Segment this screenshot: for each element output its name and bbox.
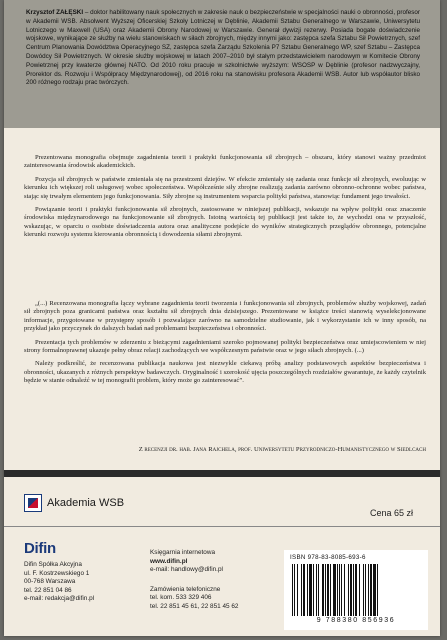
book-back-cover (4, 0, 440, 636)
address-line: e-mail: redakcja@difin.pl (24, 595, 95, 603)
publisher-address (24, 561, 94, 604)
shop-email: e-mail: handlowy@difin.pl (150, 566, 223, 574)
author-bio-text: – doktor habilitowany nauk społecznych w zakresie nauk o bezpieczeństwie w specjalności nauki o obronności, profesor w Akademii WSB. Absolwent Wyższej Oficerskiej Szkoły Lotniczej w Dęblinie, Akademii Sztabu Generalnego w Warszawie, Uniwersytetu Lotniczego w Maxwell (USA) oraz Akademii Obrony Narodowej w Warszawie. Generał dywizji rezerwy. Posiada bogate doświadczenie wojskowe, wynikające ze służby na wielu stanowiskach w siłach zbrojnych, między innymi jako: zastępca szefa Sztabu Sił Powietrznych, szef Centrum Planowania Dowództwa Operacyjnego SZ, zastępca szefa Zarządu Szkolenia P7 Sztabu Generalnego WP, szef Sztabu – Zastępca Dowódcy Sił Powietrznych. W okresie służby wojskowej w latach 2007–2010 był stałym przedstawicielem narodowym w Komitecie Obrony Powietrznej przy kwaterze głównej NATO. Od 2010 roku pracuje w szkolnictwie wyższym: WSOSP w Dęblinie (profesor nadzwyczajny, Prorektor ds. Rozwoju i Współpracy Międzynarodowej), od 2016 roku na stanowisku profesora Akademii WSB. Autor lub współautor blisko 200 różnego rodzaju prac twórczych. (26, 9, 421, 87)
review-excerpt (24, 300, 426, 391)
phone-mobile: tel. kom. 533 329 406 (150, 594, 212, 602)
book-description (24, 154, 426, 245)
address-line: tel. 22 851 04 86 (24, 586, 72, 594)
address-line: 00-768 Warszawa (24, 578, 76, 586)
price-label: Cena 65 zł (370, 508, 414, 518)
review-paragraph: „(...) Recenzowana monografia łączy wybrane zagadnienia teorii tworzenia i funkcjonowania sił zbrojnych, problemów służby wojskowej, zadań sił zbrojnych poza granicami państwa oraz kształtu sił zbrojnych dnia dzisiejszego. Prezentowane w książce treści stanowią wyselekcjonowane informacje, przygotowane w przystępny sposób i pozwalające zarówno na samodzielne studiowanie, jak i wykorzystanie ich w inny sposób, na przykład jako przyczynek do dalszych badań nad problemami bezpieczeństwa i obronności. (24, 300, 426, 333)
description-paragraph: Prezentowana monografia obejmuje zagadnienia teorii i praktyki funkcjonowania sił zbrojnych – obszaru, który stanowi ważny przedmiot zainteresowania środowisk akademickich. (24, 154, 426, 170)
publisher-contact (150, 549, 238, 612)
shop-website: www.difin.pl (150, 557, 188, 565)
reviewer-attribution: Z recenzji dr. hab. Jana Rajchela, prof. Uniwersytetu Przyrodniczo-Humanistycznego w Siedlcach (138, 446, 426, 453)
isbn-barcode-block (284, 550, 428, 630)
phone-orders-label: Zamówienia telefoniczne (150, 585, 221, 593)
description-paragraph: Powiązanie teorii i praktyki funkcjonowania sił zbrojnych, zastosowane w niniejszej publikacji, wskazuje na wpływ polityki oraz znaczenie środowiska międzynarodowego na funkcjonowanie sił zbrojnych. Istotną wartością tej publikacji jest także to, że wychodzi ona w przyszłość, wskazując, w oparciu o osobiste doświadczenia autora oraz analityczne podejście do wyników strategicznych przeglądów obronnego, potencjalne kierunki rozwoju systemu kierowania obronnością i dowodzenia siłami zbrojnymi. (24, 206, 426, 239)
author-name: Krzysztof ZAŁĘSKI (26, 9, 84, 16)
wsb-emblem-icon (24, 494, 42, 512)
barcode-icon (290, 564, 422, 616)
address-line: ul. F. Kostrzewskiego 1 (24, 569, 90, 577)
shop-label: Księgarnia internetowa (150, 549, 216, 556)
author-bio (4, 0, 440, 128)
review-paragraph: Należy podkreślić, że recenzowana publikacja naukowa jest niezwykle ciekawą próbą analizy podstawowych aspektów bezpieczeństwa i obronności, ukazanych z różnych perspektyw badawczych. Oryginalność i szerokość ujęcia poszczególnych rozdziałów gwarantuje, że każdy czytelnik będzie w stanie odnaleźć w tej monografii problem, który może go zainteresować”. (24, 360, 426, 385)
description-paragraph: Pozycja sił zbrojnych w państwie zmieniała się na przestrzeni dziejów. W efekcie zmieniały się zadania oraz funkcje sił zbrojnych, ewoluując w kierunku ich większej roli usługowej wobec społeczeństwa. Współcześnie siły zbrojne realizują zadania zarówno obronno-ochronne wobec państwa, stając się trwałym elementem jego funkcjonowania. Siły zbrojne są instrumentem wsparcia polityki państwa, stanowiąc fundament jego trwałości. (24, 175, 426, 200)
phone-landline: tel. 22 851 45 61, 22 851 45 62 (150, 602, 239, 610)
address-line: Difin Spółka Akcyjna (24, 561, 82, 568)
wsb-name: Akademia WSB (47, 497, 125, 509)
isbn-label: ISBN 978-83-8085-693-6 (290, 554, 366, 561)
wsb-logo (24, 494, 124, 512)
divider-line (4, 526, 440, 527)
difin-logo: Difin (24, 540, 56, 557)
review-paragraph: Prezentacja tych problemów w zderzeniu z bieżącymi zagadnieniami szeroko pojmowanej polityki bezpieczeństwa oraz umiejscowieniem w niej strony formalnoprawnej ukazuje pełny obraz relacji zachodzących we współczesnym państwie oraz w jego siłach zbrojnych. (...) (24, 338, 426, 355)
barcode-digits: 9 788380 856936 (316, 617, 396, 624)
divider-bar (4, 470, 440, 477)
